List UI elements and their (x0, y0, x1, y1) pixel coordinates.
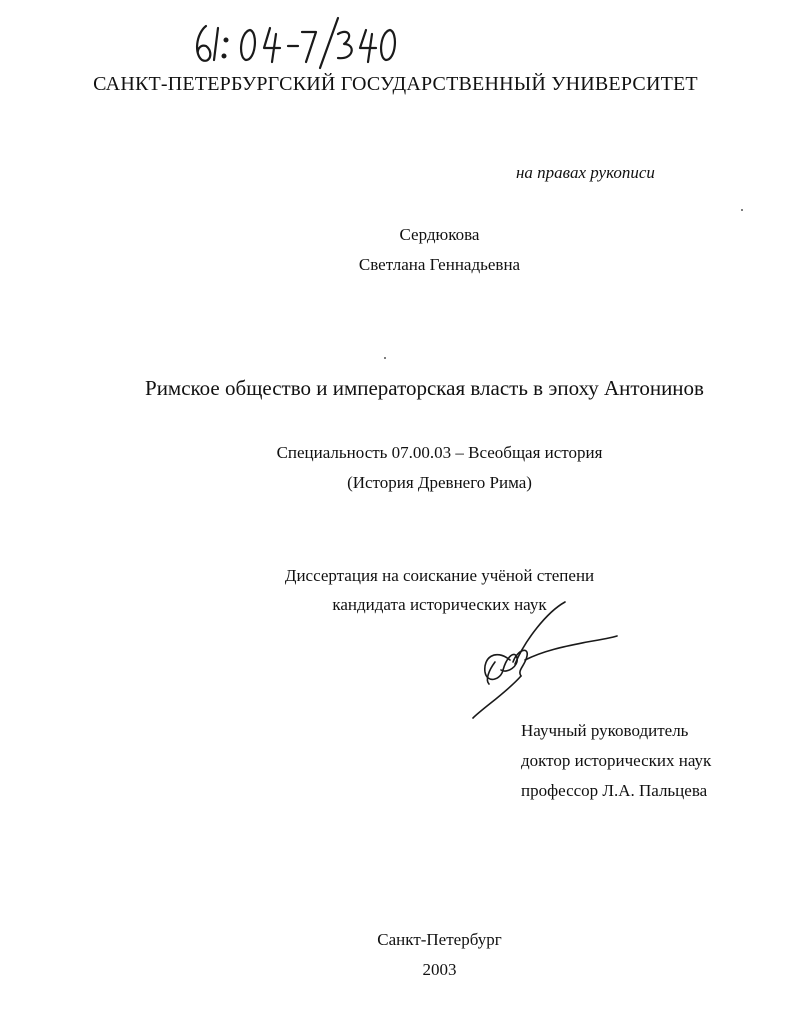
supervisor-degree: доктор исторических наук (521, 751, 712, 770)
year: 2003 (422, 960, 457, 979)
university-name: САНКТ-ПЕТЕРБУРГСКИЙ ГОСУДАРСТВЕННЫЙ УНИВЕРСИТЕТ (93, 73, 698, 95)
scan-speck (384, 357, 386, 359)
scan-speck (741, 209, 743, 211)
archive-number-handwritten (188, 14, 400, 72)
author-given-names: Светлана Геннадьевна (358, 255, 521, 274)
manuscript-note: на правах рукописи (516, 163, 655, 182)
degree-line-1: Диссертация на соискание учёной степени (284, 566, 595, 585)
city: Санкт-Петербург (377, 930, 502, 949)
thesis-title: Римское общество и императорская власть в эпоху Антонинов (145, 376, 704, 400)
degree-line-2: кандидата исторических наук (332, 595, 547, 614)
supervisor-role: Научный руководитель (521, 721, 689, 740)
supervisor-block (521, 716, 711, 806)
specialty-subline: (История Древнего Рима) (347, 473, 532, 492)
supervisor-name: профессор Л.А. Пальцева (521, 781, 708, 800)
author-surname: Сердюкова (399, 225, 480, 244)
specialty-line: Специальность 07.00.03 – Всеобщая история (276, 443, 603, 462)
handwritten-signature-icon (455, 600, 620, 720)
